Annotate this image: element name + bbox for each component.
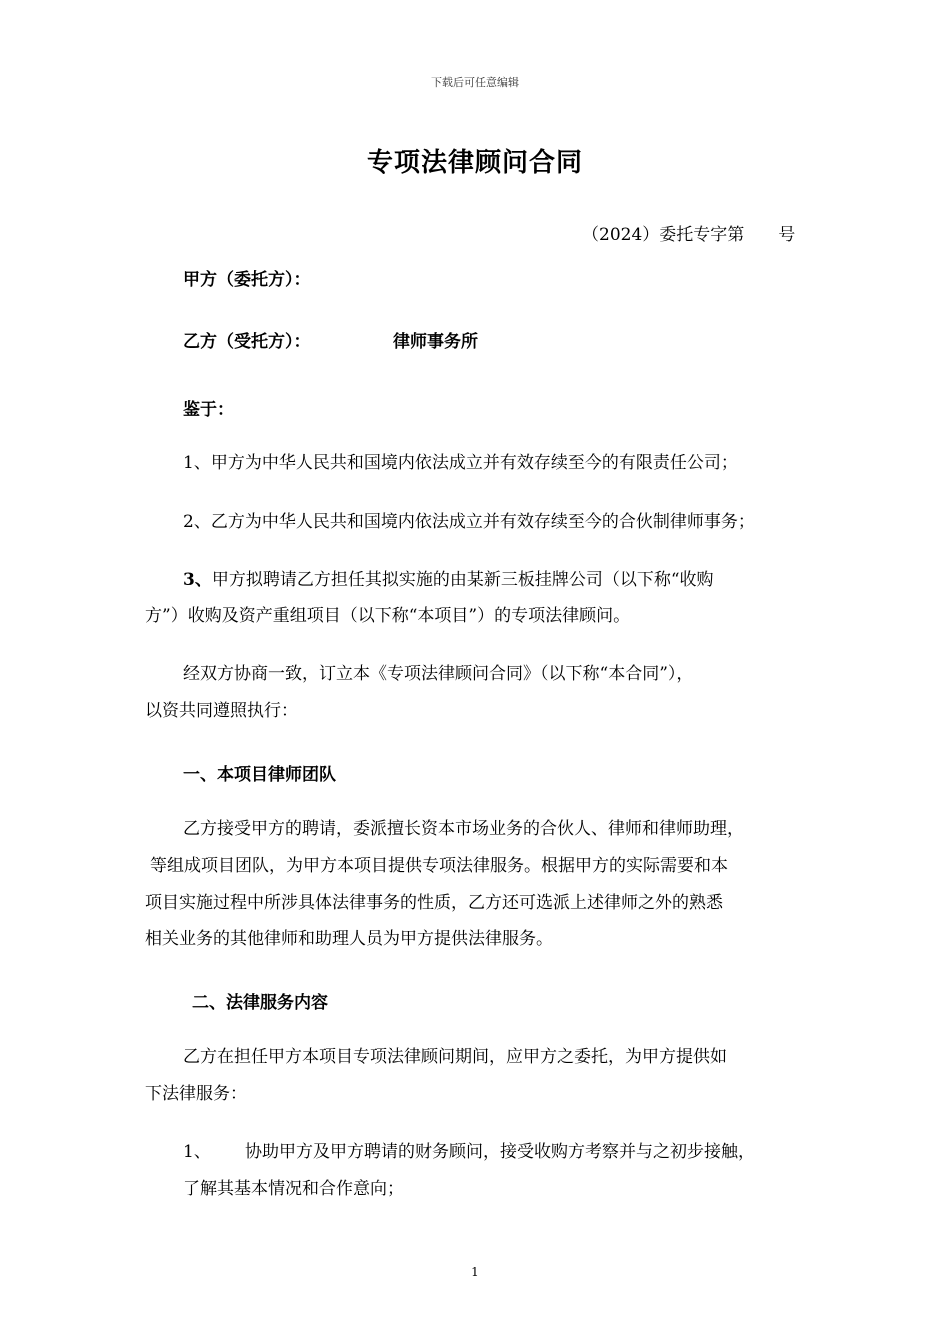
section-1-heading: 一、本项目律师团队	[183, 765, 336, 785]
whereas-item-number: 3、	[183, 570, 212, 590]
section-2-intro-line-1: 乙方在担任甲方本项目专项法律顾问期间，应甲方之委托，为甲方提供如	[183, 1047, 727, 1067]
whereas-item-text: 甲方拟聘请乙方担任其拟实施的由某新三板挂牌公司（以下称“收购	[211, 570, 714, 590]
whereas-item-text: 甲方为中华人民共和国境内依法成立并有效存续至今的有限责任公司；	[210, 453, 738, 473]
whereas-item-3-line1	[183, 563, 714, 598]
party-a-label: 甲方（委托方）：	[183, 270, 311, 290]
whereas-item-1	[183, 446, 738, 481]
agreement-line-1: 经双方协商一致，订立本《专项法律顾问合同》（以下称“本合同”），	[183, 664, 694, 684]
page-number: 1	[471, 1265, 479, 1279]
party-b-label: 乙方（受托方）：	[183, 332, 311, 352]
section-1-line: 相关业务的其他律师和助理人员为甲方提供法律服务。	[145, 929, 553, 949]
party-b-value: 律师事务所	[393, 332, 478, 352]
whereas-item-2	[183, 505, 755, 540]
whereas-item-3-line2: 方”）收购及资产重组项目（以下称“本项目”）的专项法律顾问。	[145, 606, 631, 626]
document-number: （2024）委托专字第 号	[582, 225, 796, 245]
service-item-1-number: 1、	[183, 1142, 211, 1162]
section-1-line: 等组成项目团队，为甲方本项目提供专项法律服务。根据甲方的实际需要和本	[150, 856, 728, 876]
agreement-line-2: 以资共同遵照执行：	[145, 701, 298, 721]
whereas-item-number: 1、	[183, 453, 211, 473]
whereas-item-text: 乙方为中华人民共和国境内依法成立并有效存续至今的合伙制律师事务；	[210, 512, 755, 532]
service-item-1-line2: 了解其基本情况和合作意向；	[183, 1179, 404, 1199]
whereas-label: 鉴于：	[183, 400, 234, 420]
service-item-1-line1: 协助甲方及甲方聘请的财务顾问，接受收购方考察并与之初步接触，	[245, 1142, 755, 1162]
section-1-line: 项目实施过程中所涉具体法律事务的性质，乙方还可选派上述律师之外的熟悉	[145, 893, 723, 913]
whereas-item-number: 2、	[183, 512, 211, 532]
section-1-line: 乙方接受甲方的聘请，委派擅长资本市场业务的合伙人、律师和律师助理，	[183, 819, 744, 839]
document-title: 专项法律顾问合同	[366, 148, 583, 178]
section-2-heading: 二、法律服务内容	[192, 993, 328, 1013]
header-note: 下载后可任意编辑	[431, 76, 519, 89]
section-2-intro-line-2: 下法律服务：	[145, 1084, 247, 1104]
